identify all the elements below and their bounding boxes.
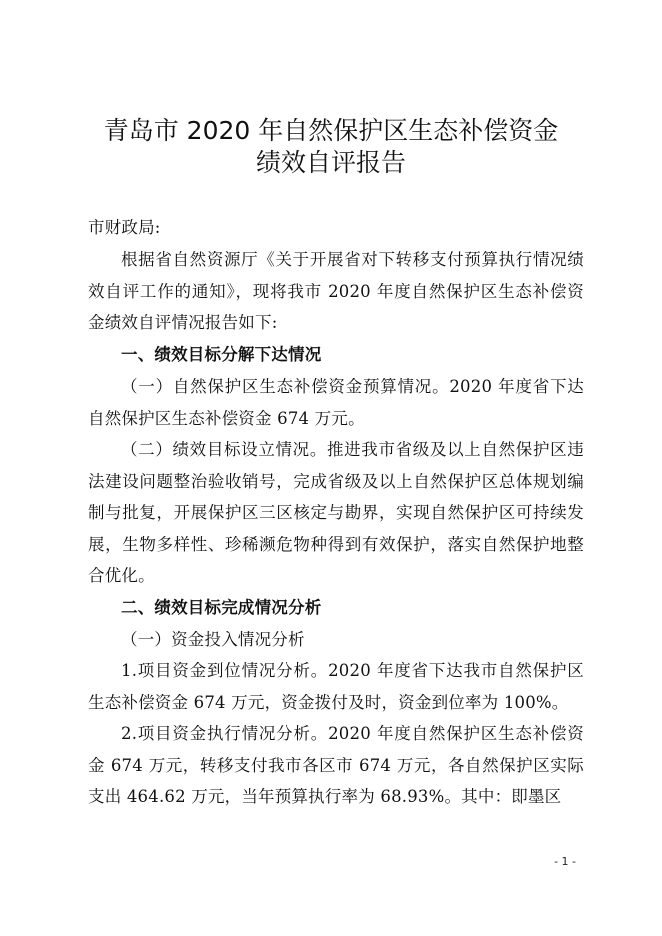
section2-item1-1-paragraph: 1.项目资金到位情况分析。2020 年度省下达我市自然保护区生态补偿资金 674 万元，资金拨付及时，资金到位率为 100%。 [88, 661, 584, 712]
section2-item1-2-paragraph: 2.项目资金执行情况分析。2020 年度自然保护区生态补偿资金 674 万元，转移支付我市各区市 674 万元，各自然保护区实际支出 464.62 万元，当年预算执行率为 68.93%。其中：即墨区 [88, 724, 584, 807]
section1-item2-paragraph: （二）绩效目标设立情况。推进我市省级及以上自然保护区违法建设问题整治验收销号，完成省级及以上自然保护区总体规划编制与批复，开展保护区三区核定与勘界，实现自然保护区可持续发展，生物多样性、珍稀濒危物种得到有效保护，落实自然保护地整合优化。 [88, 440, 584, 586]
salutation: 市财政局: [88, 218, 161, 237]
intro-paragraph: 根据省自然资源厅《关于开展省对下转移支付预算执行情况绩效自评工作的通知》，现将我市 2020 年度自然保护区生态补偿资金绩效自评情况报告如下: [88, 250, 584, 333]
document-title-line1: 青岛市 2020 年自然保护区生态补偿资金 [103, 116, 559, 145]
page-number: - 1 - [554, 855, 576, 868]
section2-heading: 二、绩效目标完成情况分析 [121, 598, 322, 617]
section1-item1-paragraph: （一）自然保护区生态补偿资金预算情况。2020 年度省下达自然保护区生态补偿资金 674 万元。 [88, 377, 584, 428]
document-title-line2: 绩效自评报告 [255, 148, 406, 177]
section1-heading: 一、绩效目标分解下达情况 [121, 345, 322, 364]
section2-item1-heading: （一）资金投入情况分析 [121, 630, 305, 649]
